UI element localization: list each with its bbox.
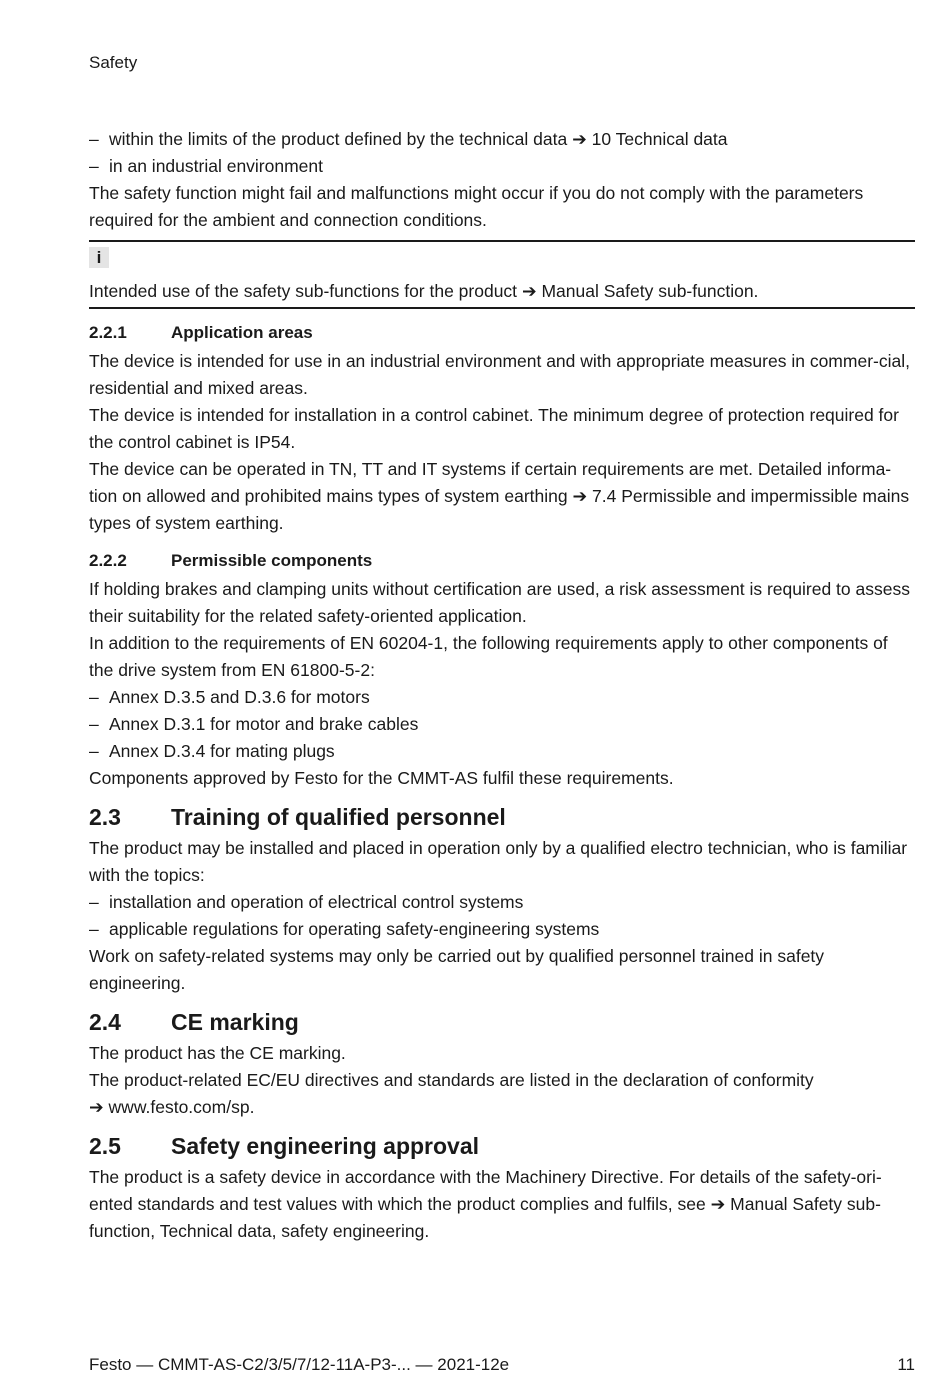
list-item: – Annex D.3.5 and D.3.6 for motors — [89, 684, 915, 711]
section-heading — [89, 547, 915, 574]
paragraph: The product-related EC/EU directives and standards are listed in the declaration of conformity ➔ www.festo.com/sp. — [89, 1070, 814, 1117]
paragraph: Work on safety-related systems may only be carried out by qualified personnel trained in safety engineering. — [89, 946, 825, 993]
list-item: – in an industrial environment — [89, 153, 915, 180]
section-heading — [89, 1007, 915, 1037]
cross-reference: Manual Safety sub-function, Technical data, safety engineering. — [89, 1194, 881, 1241]
page-content — [89, 126, 915, 1245]
paragraph: The device is intended for installation in a control cabinet. The minimum degree of protection required for the control cabinet is IP54. — [89, 405, 899, 452]
paragraph: The safety function might fail and malfunctions might occur if you do not comply with the parameters required for the ambient and connection conditions. — [89, 183, 864, 230]
cross-reference: www.festo.com/sp. — [108, 1097, 255, 1117]
section-title: Training of qualified personnel — [171, 804, 506, 830]
section-heading — [89, 319, 915, 346]
list-item: – Annex D.3.4 for mating plugs — [89, 738, 915, 765]
list-item: – applicable regulations for operating safety-engineering systems — [89, 916, 915, 943]
intro-list — [89, 126, 915, 180]
section-title: Permissible components — [171, 551, 373, 570]
paragraph: If holding brakes and clamping units without certification are used, a risk assessment is required to assess their suitability for the related safety-oriented application. — [89, 579, 910, 626]
info-note — [89, 240, 915, 309]
section-heading — [89, 802, 915, 832]
footer-document-id: Festo — CMMT-AS-C2/3/5/7/12-11A-P3-... — 2021-12e — [89, 1355, 510, 1374]
page-footer — [89, 1355, 915, 1375]
list-item: – within the limits of the product defined by the technical data ➔ 10 Technical data — [89, 126, 915, 153]
running-header: Safety — [89, 53, 138, 72]
section-number: 2.2.2 — [89, 551, 127, 570]
arrow-right-icon: ➔ — [572, 486, 588, 506]
paragraph: The device is intended for use in an industrial environment and with appropriate measures in commer-cial, residential and mixed areas. — [89, 351, 910, 398]
requirements-list — [89, 684, 915, 765]
list-item: – Annex D.3.1 for motor and brake cables — [89, 711, 915, 738]
section-number: 2.4 — [89, 1009, 121, 1035]
topics-list — [89, 889, 915, 943]
cross-reference: 7.4 Permissible and impermissible mains types of system earthing. — [89, 486, 910, 533]
arrow-right-icon: ➔ — [89, 1097, 104, 1117]
section-heading — [89, 1131, 915, 1161]
arrow-right-icon: ➔ — [710, 1194, 726, 1214]
section-number: 2.3 — [89, 804, 121, 830]
arrow-right-icon: ➔ — [521, 281, 537, 301]
paragraph: Components approved by Festo for the CMMT-AS fulfil these requirements. — [89, 768, 674, 788]
section-number: 2.5 — [89, 1133, 121, 1159]
cross-reference: Manual Safety sub-function. — [541, 281, 759, 301]
paragraph: The product may be installed and placed in operation only by a qualified electro technician, who is familiar with the topics: — [89, 838, 908, 885]
section-number: 2.2.1 — [89, 323, 127, 342]
page-number: 11 — [897, 1355, 915, 1374]
note-text: Intended use of the safety sub-functions for the product ➔ Manual Safety sub-function. — [89, 281, 759, 301]
paragraph: In addition to the requirements of EN 60204-1, the following requirements apply to other components of the drive system from EN 61800-5-2: — [89, 633, 888, 680]
section-title: Safety engineering approval — [171, 1133, 480, 1159]
section-title: CE marking — [171, 1009, 299, 1035]
paragraph: The product has the CE marking. — [89, 1043, 346, 1063]
info-icon: i — [89, 247, 109, 268]
list-item: – installation and operation of electrical control systems — [89, 889, 915, 916]
arrow-right-icon: ➔ — [572, 129, 587, 149]
cross-reference: 10 Technical data — [591, 129, 728, 149]
paragraph: The product is a safety device in accordance with the Machinery Directive. For details of the safety-ori-ented standards and test values with which the product complies and fulfils, see ➔ Manual Safety sub-function, Technical data, safety engineering. — [89, 1167, 882, 1241]
paragraph: The device can be operated in TN, TT and IT systems if certain requirements are met. Detailed informa-tion on allowed and prohibited mains types of system earthing ➔ 7.4 Permissible and impermissible mains types of system earthing. — [89, 459, 910, 533]
section-title: Application areas — [171, 323, 313, 342]
